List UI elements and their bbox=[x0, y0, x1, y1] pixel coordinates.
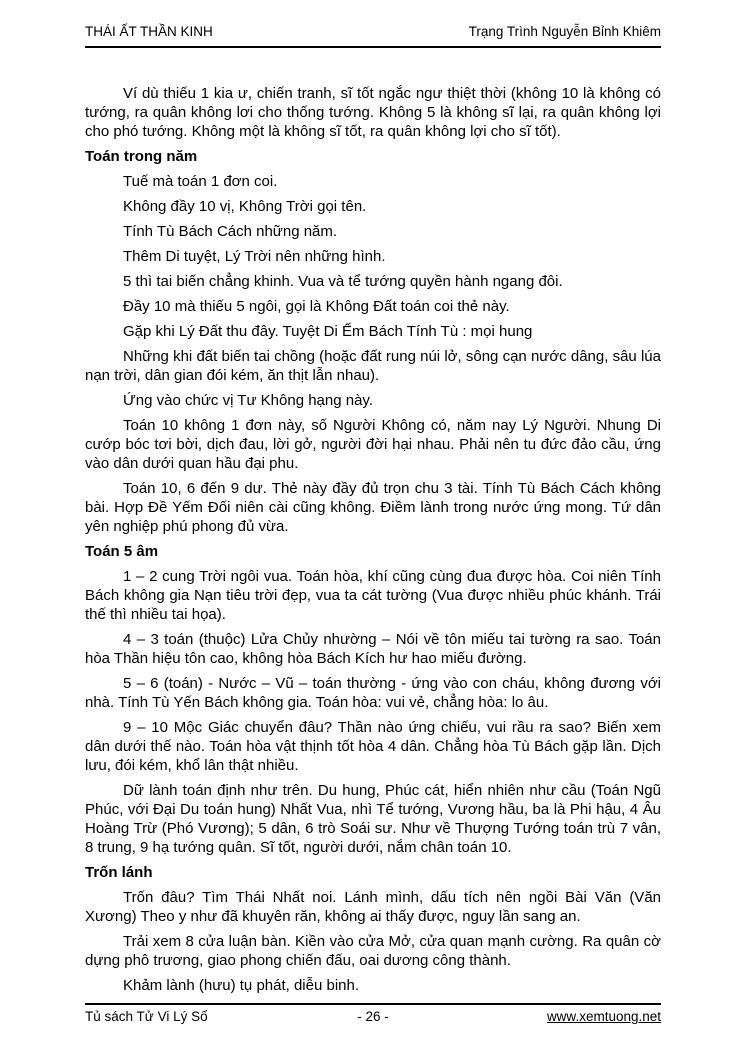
page-header bbox=[85, 24, 661, 48]
paragraph: Khảm lành (hưu) tụ phát, diễu binh. bbox=[123, 977, 360, 994]
paragraph: Toán 10, 6 đến 9 dư. Thẻ này đầy đủ trọn chu 3 tài. Tính Tù Bách Cách không bài. Hợp Đề Yếm Đối niên cài cũng không. Điềm lành trong nước ứng mong. Tứ dân yên nghiệp phú phong đủ vừa. bbox=[85, 480, 661, 535]
verse-line: Tính Tù Bách Cách những năm. bbox=[123, 223, 338, 240]
footer-collection: Tủ sách Tử Vi Lý Số bbox=[85, 1009, 208, 1024]
paragraph: 9 – 10 Mộc Giác chuyển đâu? Thần nào ứng chiếu, vui rầu ra sao? Biến xem dân dưới thế nào. Toán hòa vật thịnh tốt hòa 4 dân. Chẳng hòa Tù Bách gặp lần. Dịch lưu, đói kém, khổ lân thật nhiều. bbox=[85, 719, 661, 774]
paragraph: Ví dù thiếu 1 kia ư, chiến tranh, sĩ tốt ngắc ngư thiệt thời (không 10 là không có tướng, ra quân không lơi cho thống tướng. Không 5 là không sĩ lại, ra quân không lợi cho phó tướng. Không một là không sĩ tốt, ra quân không lợi cho sĩ tốt). bbox=[85, 85, 661, 140]
verse-line: Thêm Di tuyệt, Lý Trời nên những hình. bbox=[123, 248, 386, 265]
verse-line: 5 thì tai biến chẳng khinh. Vua và tể tướng quyền hành ngang đôi. bbox=[123, 273, 563, 290]
heading-toan-trong-nam: Toán trong năm bbox=[85, 148, 198, 165]
paragraph: Những khi đất biến tai chồng (hoặc đất rung núi lở, sông cạn nước dâng, sâu lúa nạn trời, dân gian đói kém, ăn thịt lẫn nhau). bbox=[85, 348, 661, 384]
book-title: THÁI ẤT THẦN KINH bbox=[85, 24, 213, 39]
paragraph: Ứng vào chức vị Tư Không hạng này. bbox=[123, 392, 373, 409]
heading-tron-lanh: Trốn lánh bbox=[85, 864, 153, 881]
paragraph: Trải xem 8 cửa luận bàn. Kiền vào cửa Mở, cửa quan mạnh cường. Ra quân cờ dựng phô trương, giao phong chiến đấu, oai dương công thành. bbox=[85, 933, 661, 969]
verse-line: Không đầy 10 vị, Không Trời gọi tên. bbox=[123, 198, 367, 215]
paragraph: 4 – 3 toán (thuộc) Lửa Chủy nhường – Nói về tôn miếu tai tường ra sao. Toán hòa Thần hiệu tôn cao, không hòa Bách Kích hư hao miếu đường. bbox=[85, 631, 661, 667]
page-footer bbox=[85, 1003, 661, 1024]
paragraph: Toán 10 không 1 đơn này, số Người Không có, năm nay Lý Người. Nhung Di cướp bóc tơi bời, dịch đau, lời gở, người đời hại nhau. Phải nên tu đức đảo cầu, ứng vào dân dưới quan hầu đại phu. bbox=[85, 417, 661, 472]
footer-website-link[interactable]: www.xemtuong.net bbox=[546, 1009, 661, 1024]
page-body bbox=[85, 84, 661, 1001]
page-number: - 26 - bbox=[357, 1009, 389, 1024]
verse-line: Tuế mà toán 1 đơn coi. bbox=[123, 173, 278, 190]
verse-line: Gặp khi Lý Đất thu đây. Tuyệt Di Ếm Bách Tính Tù : mọi hung bbox=[123, 323, 533, 340]
paragraph: Dữ lành toán định như trên. Du hung, Phúc cát, hiển nhiên như cầu (Toán Ngũ Phúc, với Đại Du toán hung) Nhất Vua, nhì Tể tướng, Vương hầu, ba là Phi hậu, 4 Âu Hoàng Trừ (Phó Vương); 5 dân, 6 trò Soái sư. Như về Thượng Tướng toán trù 7 vân, 8 trung, 9 hạ tướng quân. Sĩ tốt, người dưới, nắm chân toán 10. bbox=[85, 782, 661, 856]
paragraph: Trốn đâu? Tìm Thái Nhất noi. Lánh mình, dấu tích nên ngồi Bài Văn (Văn Xương) Theo y như đã khuyên răn, không ai thấy được, nguy lần sang an. bbox=[85, 889, 661, 925]
paragraph: 1 – 2 cung Trời ngôi vua. Toán hòa, khí cũng cùng đua được hòa. Coi niên Tính Bách không gia Nạn tiêu trời đẹp, vua ta cát tường (Vua được nhiều phúc khánh. Trái thế thì nhiều tai họa). bbox=[85, 568, 661, 623]
author-name: Trạng Trình Nguyễn Bỉnh Khiêm bbox=[468, 24, 661, 39]
heading-toan-5-am: Toán 5 âm bbox=[85, 543, 159, 560]
verse-line: Đầy 10 mà thiếu 5 ngôi, gọi là Không Đất toán coi thẻ này. bbox=[123, 298, 510, 315]
paragraph: 5 – 6 (toán) - Nước – Vũ – toán thường - ứng vào con cháu, không đương với nhà. Tính Tù Yến Bách không gia. Toán hòa: vui vẻ, chẳng hòa: lo âu. bbox=[85, 675, 661, 711]
